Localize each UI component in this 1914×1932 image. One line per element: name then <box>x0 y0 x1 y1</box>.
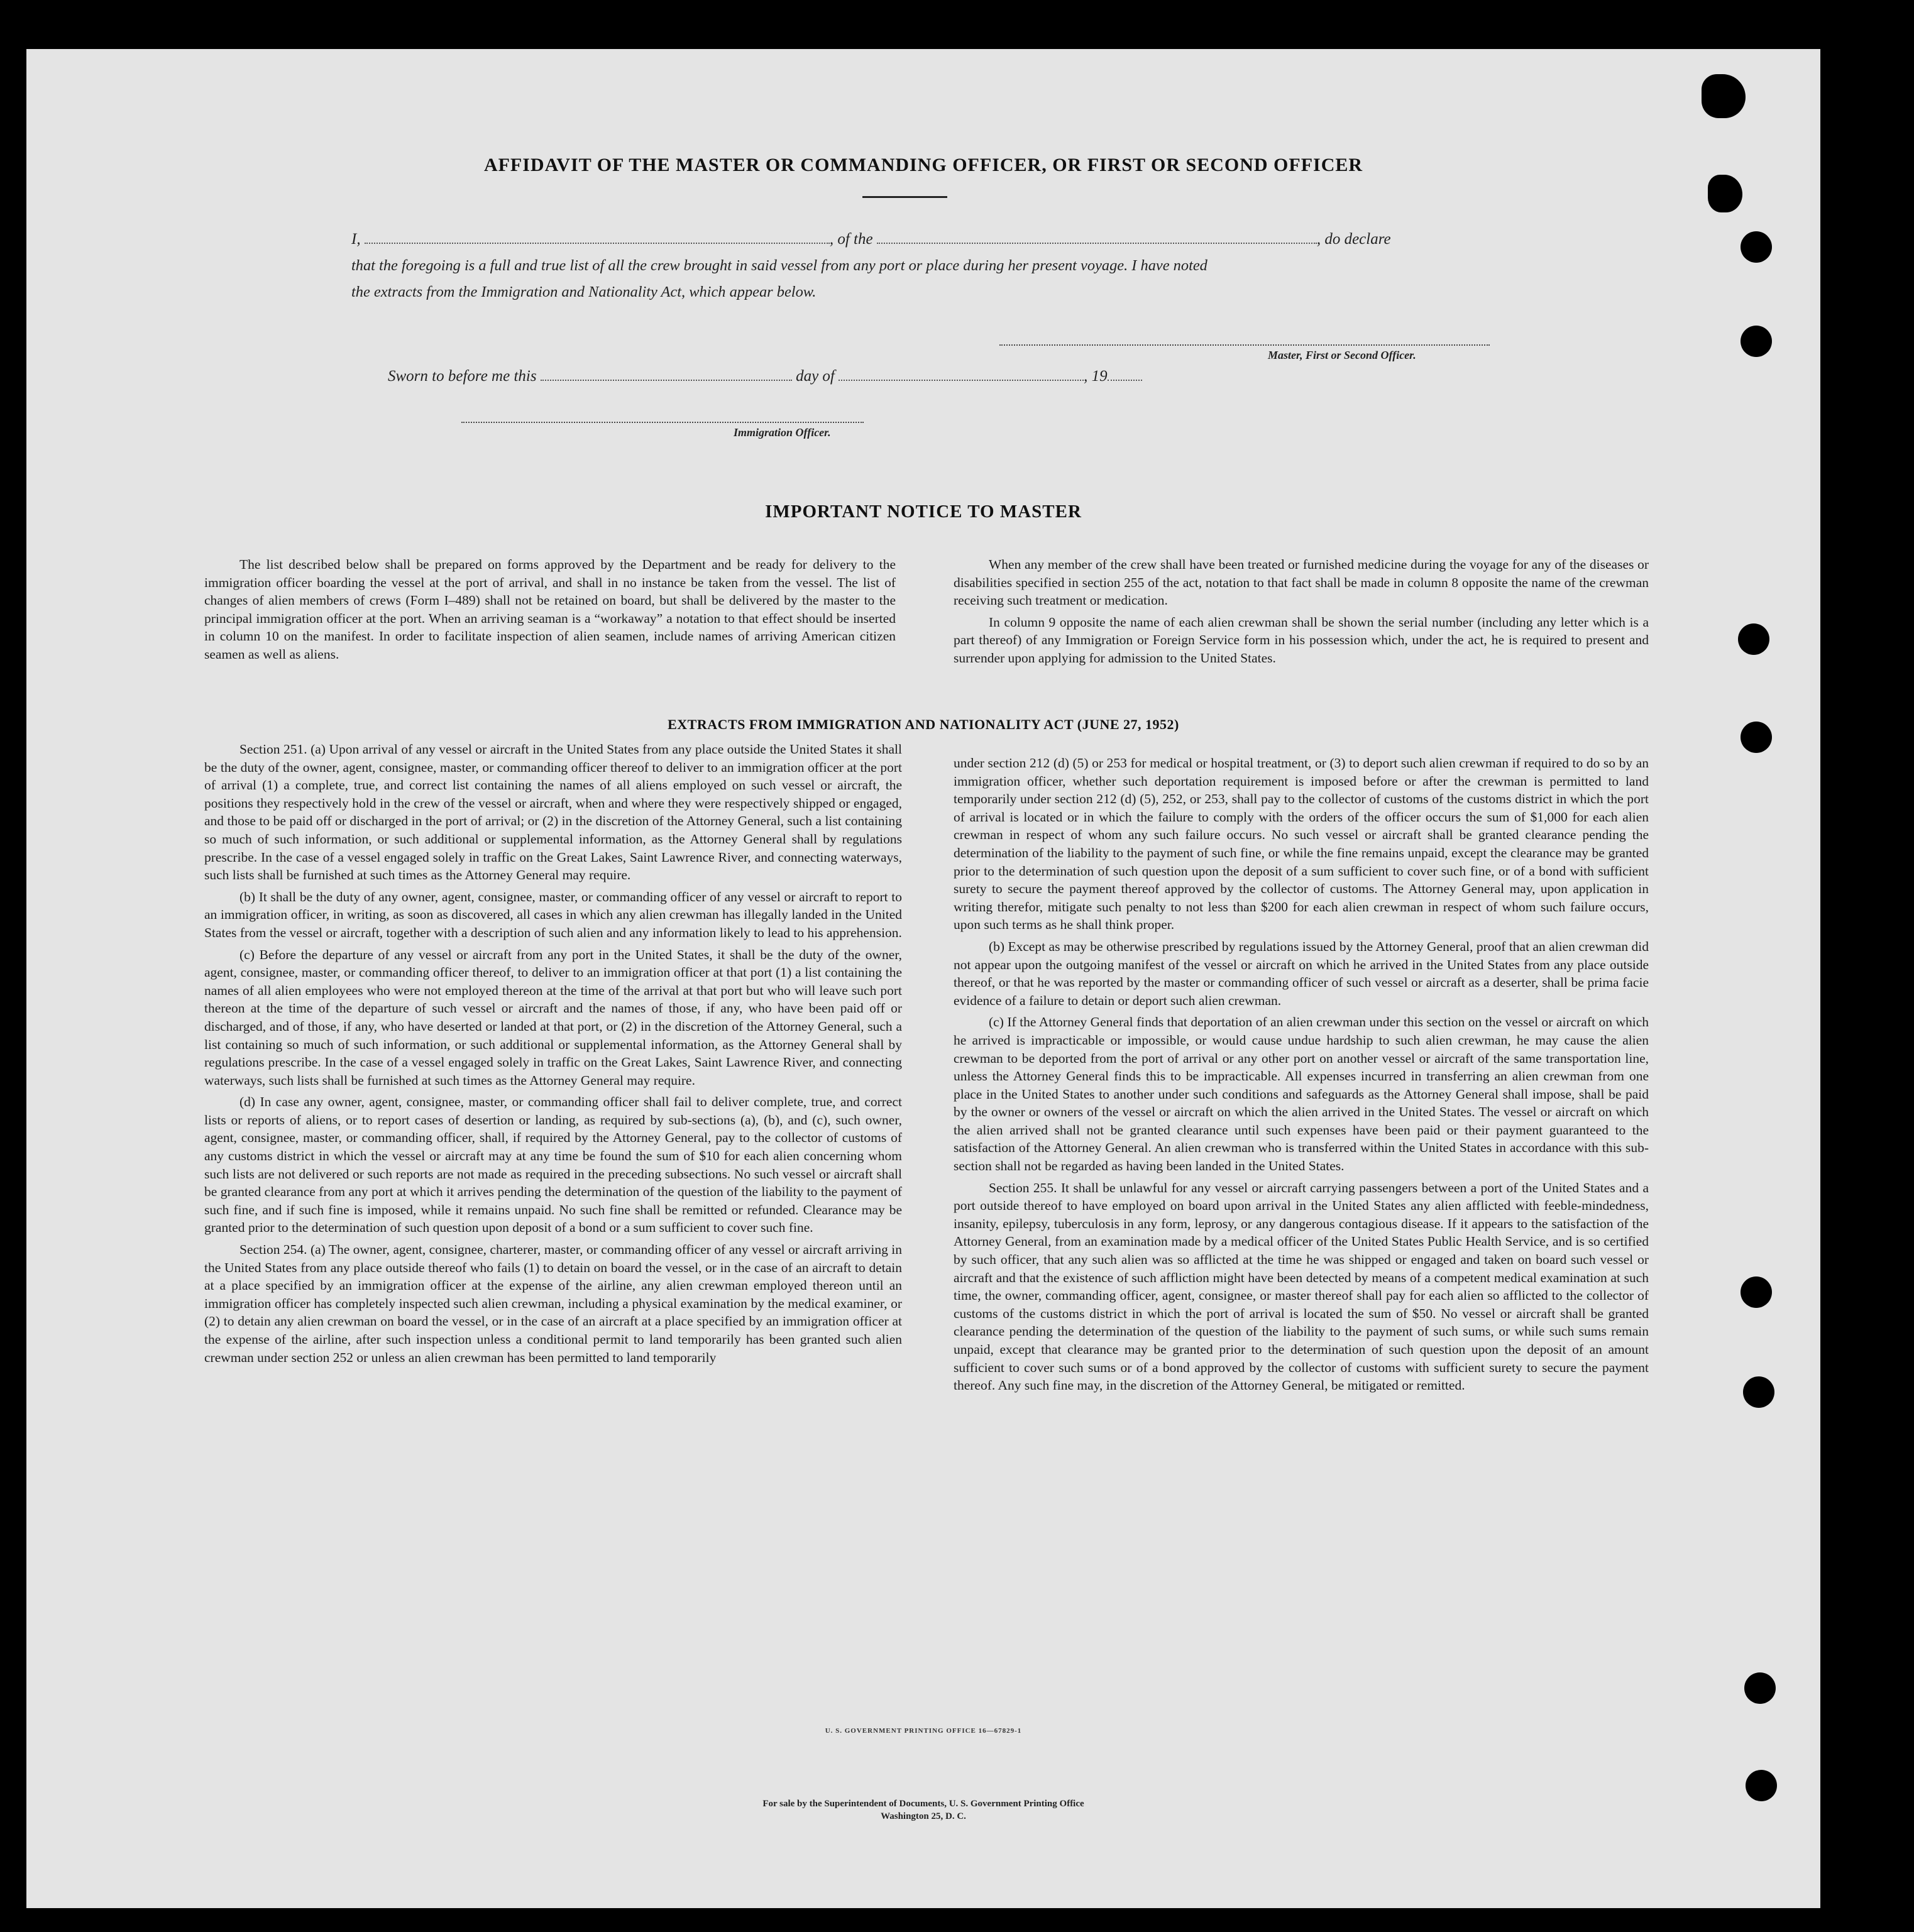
day-of-label: day of <box>796 368 835 385</box>
notice-right-paragraph-2: In column 9 opposite the name of each alien crewman shall be shown the serial number (including any letter which is a part thereof) of any Immigration or Foreign Service form in his possession which, under the act, he is required to present and surrender upon applying for admission to the United States. <box>954 614 1649 666</box>
extracts-right-column <box>954 754 1649 1398</box>
extracts-heading: EXTRACTS FROM IMMIGRATION AND NATIONALITY ACT (JUNE 27, 1952) <box>668 716 1179 732</box>
notice-heading: IMPORTANT NOTICE TO MASTER <box>765 502 1082 522</box>
sworn-year-field[interactable] <box>1108 366 1142 381</box>
punch-hole <box>1741 231 1772 263</box>
extract-paragraph: Section 254. (a) The owner, agent, consignee, charterer, master, or commanding officer of any vessel or aircraft arriving in the United States from any place outside thereof who fails (1) to detain on board the vessel, or in the case of an aircraft to detain at a place specified by an immigration officer at the expense of the airline, any alien crewman employed thereon until an immigration officer has completely inspected such alien crewman, including a physical examination by the medical examiner, or (2) to detain any alien crewman on board the vessel, or in the case of an aircraft at a place specified by an immigration officer at the expense of the airline, after such inspection unless a conditional permit to land temporarily has been granted such alien crewman under section 252 or unless an alien crewman has been permitted to land temporarily <box>204 1242 902 1365</box>
notice-right-paragraph-1: When any member of the crew shall have been treated or furnished medicine during the voyage for any of the diseases or disabilities specified in section 255 of the act, notation to that fact shall be made in column 8 opposite the name of the crewman receiving such treatment or medication. <box>954 557 1649 608</box>
ink-blot <box>1708 175 1742 212</box>
punch-hole <box>1743 1376 1774 1408</box>
title-divider <box>862 196 947 198</box>
punch-hole <box>1744 1672 1776 1704</box>
declaration-line <box>351 226 1521 253</box>
vessel-field[interactable] <box>877 229 1317 244</box>
name-field[interactable] <box>365 229 830 244</box>
punch-hole <box>1738 623 1769 655</box>
sworn-month-field[interactable] <box>839 366 1084 381</box>
affidavit-title: AFFIDAVIT OF THE MASTER OR COMMANDING OFFICER, OR FIRST OR SECOND OFFICER <box>483 155 1363 175</box>
extract-paragraph: under section 212 (d) (5) or 253 for medical or hospital treatment, or (3) to deport such alien crewman if required to do so by an immigration officer, whether such deportation requirement is imposed before or after the crewman is permitted to land temporarily under section 212 (d) (5), 252, or 253, shall pay to the collector of customs of the customs district in which the port of arrival is located or in which the failure to comply with the orders of the officer occurs the sum of $1,000 for each alien crewman in respect of whom any such failure occurs. No such vessel or aircraft shall be granted clearance pending the determination of the liability to the payment of such fine, or while the fine remains unpaid, except the clearance may be granted prior to the determination of such question upon the deposit of a sum sufficient to cover such fine, or of a bond with sufficient surety to secure the payment thereof approved by the collector of customs. The Attorney General may, upon application in writing therefor, mitigate such penalty to not less than $200 for each alien crewman in respect of whom such failure occurs, upon such terms as he shall think proper. <box>954 755 1649 933</box>
i-label: I, <box>351 231 361 248</box>
printing-office-line: U. S. GOVERNMENT PRINTING OFFICE 16—67829-1 <box>825 1727 1022 1735</box>
punch-hole <box>1746 1770 1777 1801</box>
notice-left-paragraph: The list described below shall be prepared on forms approved by the Department and be ready for delivery to the immigration officer boarding the vessel at the port of arrival, and shall in no instance be taken from the vessel. The list of changes of alien members of crews (Form I–489) shall not be retained on board, but shall be delivered by the master to the principal immigration officer at the port. When an arriving seaman is a “workaway” a notation to that effect should be inserted in column 10 on the manifest. In order to facilitate inspection of alien seamen, include names of arriving American citizen seamen as well as aliens. <box>204 557 896 662</box>
punch-hole <box>1741 1276 1772 1308</box>
extract-paragraph: (c) Before the departure of any vessel or aircraft from any port in the United States, it shall be the duty of the owner, agent, consignee, master, or commanding officer thereof, to deliver to an immigration officer at that port (1) a list containing the names of all alien employees who were not employed thereon at the time of the arrival at that port but who will leave such port thereon at the time of the departure of such vessel or aircraft and the names of those, if any, who have been paid off or discharged, and of those, if any, who have deserted or landed at that port, or (2) in the discretion of the Attorney General, such a list containing so much of such information, or such additional or supplemental information, as the Attorney General shall by regulations prescribe. In the case of a vessel engaged solely in traffic on the Great Lakes, Saint Lawrence River, and connecting waterways, such lists shall be furnished at such times as the Attorney General may require. <box>204 947 902 1088</box>
extract-paragraph: (b) Except as may be otherwise prescribed by regulations issued by the Attorney General, proof that an alien crewman did not appear upon the outgoing manifest of the vessel or aircraft on which he arrived in the United States from any place outside thereof, or that he was reported by the master or commanding officer of such vessel or aircraft as a deserter, shall be prima facie evidence of a failure to detain or deport such alien crewman. <box>954 938 1649 1008</box>
declare-label: , do declare <box>1316 231 1391 248</box>
statement-line-1: that the foregoing is a full and true list of all the crew brought in said vessel from any port or place during her present voyage. I have noted <box>351 257 1207 274</box>
extract-paragraph: Section 255. It shall be unlawful for any vessel or aircraft carrying passengers between a port of the United States and a port outside thereof to have employed on board upon arrival in the United States any alien afflicted with feeble-mindedness, insanity, epilepsy, tuberculosis in any form, leprosy, or any dangerous contagious disease. If it appears to the satisfaction of the Attorney General, from an examination made by a medical officer of the United States Public Health Service, and is so certified by such officer, that any such alien was so afflicted at the time he was shipped or engaged and taken on board such vessel or aircraft and that the existence of such affliction might have been detected by means of a competent medical examination at such time, the owner, commanding officer, agent, consignee, or master thereof shall pay for each alien so afflicted to the collector of customs of the customs district in which the port of arrival is located the sum of $50. No vessel or aircraft shall be granted clearance pending the determination of the question of the liability to the payment of such sums, or while such sums remain unpaid, except that clearance may be granted prior to the determination of such question upon the deposit of an amount sufficient to cover such sums or of a bond approved by the collector of customs with sufficient surety to secure the payment thereof. Any such fine may, in the discretion of the Attorney General, be mitigated or remitted. <box>954 1180 1649 1393</box>
master-signature-label: Master, First or Second Officer. <box>1268 349 1416 361</box>
ink-blot <box>1702 74 1746 118</box>
notice-left-column <box>204 556 896 667</box>
document-page <box>26 49 1820 1908</box>
officer-signature-line[interactable] <box>461 422 864 423</box>
sworn-line <box>388 363 1268 390</box>
sale-line-1: For sale by the Superintendent of Documents, U. S. Government Printing Office <box>762 1799 1084 1809</box>
sworn-label: Sworn to before me this <box>388 368 537 385</box>
punch-hole <box>1741 722 1772 753</box>
of-the-label: , of the <box>829 231 873 248</box>
master-signature-line[interactable] <box>999 344 1490 346</box>
sworn-day-field[interactable] <box>541 366 792 381</box>
punch-hole <box>1741 326 1772 357</box>
extract-paragraph: (d) In case any owner, agent, consignee, master, or commanding officer shall fail to deliver complete, true, and correct lists or reports of aliens, or to report cases of desertion or landing, as required by sub-sections (a), (b), and (c), such owner, agent, consignee, master, or commanding officer, shall, if required by the Attorney General, pay to the collector of customs of any customs district in which the vessel or aircraft may at any time be found the sum of $10 for each alien concerning whom such lists are not delivered or such reports are not made as required in the preceding subsections. No such vessel or aircraft shall be granted clearance from any port at which it arrives pending the determination of the question of the liability to the payment of such fine, and if such fine is imposed, while it remains unpaid. No such fine shall be remitted or refunded. Clearance may be granted prior to the determination of such question upon deposit of a bond or a sum sufficient to cover such fine. <box>204 1094 902 1236</box>
sale-line-2: Washington 25, D. C. <box>881 1811 966 1821</box>
officer-signature-label: Immigration Officer. <box>734 426 831 439</box>
notice-right-column <box>954 556 1649 671</box>
year-label: , 19 <box>1084 368 1108 385</box>
extract-paragraph: (b) It shall be the duty of any owner, agent, consignee, master, or commanding officer of any vessel or aircraft to report to an immigration officer, in writing, as soon as discovered, all cases in which any alien crewman has illegally landed in the United States from the vessel or aircraft, together with a description of such alien and any information likely to lead to his apprehension. <box>204 889 902 940</box>
extract-paragraph: (c) If the Attorney General finds that deportation of an alien crewman under this section on the vessel or aircraft on which he arrived is impracticable or impossible, or would cause undue hardship to such alien crewman, he may cause the alien crewman to be deported from the port of arrival or any other port on another vessel or aircraft of the same transportation line, unless the Attorney General finds this to be impracticable. All expenses incurred in transferring an alien crewman from one place in the United States to another under such conditions and safeguards as the Attorney General shall impose, shall be paid by the owner or owners of the vessel or aircraft on which the alien arrived in the United States. The vessel or aircraft on which the alien arrived shall not be granted clearance until such expenses have been paid or their payment guaranteed to the satisfaction of the Attorney General. An alien crewman who is transferred within the United States in accordance with this sub-section shall not be regarded as having been landed in the United States. <box>954 1014 1649 1174</box>
extracts-left-column <box>204 740 902 1370</box>
sale-notice <box>26 1798 1820 1823</box>
extract-paragraph: Section 251. (a) Upon arrival of any vessel or aircraft in the United States from any place outside the United States it shall be the duty of the owner, agent, consignee, master, or commanding officer thereof to deliver to an immigration officer at the port of arrival (1) a complete, true, and correct list containing the names of all aliens employed on such vessel or aircraft, the positions they respectively hold in the crew of the vessel or aircraft, when and where they were respectively shipped or engaged, and those to be paid off or discharged in the port of arrival; or (2) in the discretion of the Attorney General, such a list containing so much of such information, or such additional or supplemental information, as the Attorney General shall by regulations prescribe. In the case of a vessel engaged solely in traffic on the Great Lakes, Saint Lawrence River, and connecting waterways, such lists shall be furnished at such times as the Attorney General may require. <box>204 742 902 883</box>
statement-line-2: the extracts from the Immigration and Nationality Act, which appear below. <box>351 283 817 300</box>
